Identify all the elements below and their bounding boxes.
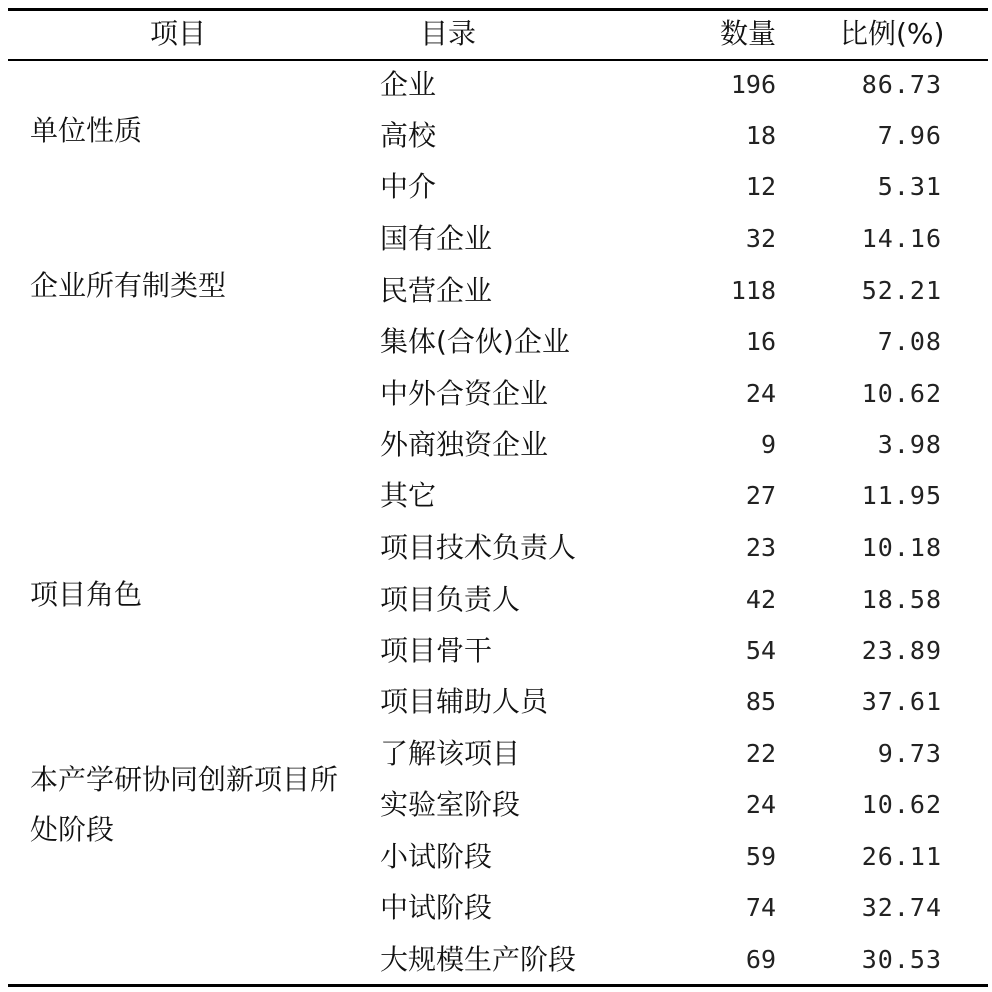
cell-percent: 14.16 bbox=[861, 224, 942, 253]
group-label-project-stage: 本产学研协同创新项目所处阶段 bbox=[30, 763, 339, 846]
cell-count: 23 bbox=[745, 533, 776, 562]
cell-directory: 项目骨干 bbox=[380, 634, 493, 667]
cell-count: 27 bbox=[745, 481, 776, 510]
cell-percent: 86.73 bbox=[861, 70, 942, 99]
cell-percent: 26.11 bbox=[861, 842, 942, 871]
cell-percent: 9.73 bbox=[877, 739, 942, 768]
header-item: 项目 bbox=[150, 17, 207, 50]
cell-directory: 实验室阶段 bbox=[380, 788, 521, 821]
cell-count: 12 bbox=[745, 172, 776, 201]
cell-directory: 民营企业 bbox=[380, 274, 493, 307]
cell-directory: 大规模生产阶段 bbox=[380, 943, 577, 976]
cell-percent: 7.08 bbox=[877, 327, 942, 356]
cell-percent: 7.96 bbox=[877, 121, 942, 150]
cell-percent: 37.61 bbox=[861, 687, 942, 716]
cell-directory: 企业 bbox=[380, 68, 437, 101]
table-header-rule bbox=[8, 59, 988, 61]
cell-count: 32 bbox=[745, 224, 776, 253]
cell-directory: 国有企业 bbox=[380, 222, 493, 255]
cell-count: 18 bbox=[745, 121, 776, 150]
group-label-unit-nature: 单位性质 bbox=[30, 114, 143, 147]
cell-count: 59 bbox=[745, 842, 776, 871]
cell-directory: 中外合资企业 bbox=[380, 377, 549, 410]
cell-count: 16 bbox=[745, 327, 776, 356]
table-bottom-rule bbox=[8, 984, 988, 987]
cell-directory: 集体(合伙)企业 bbox=[380, 325, 570, 358]
cell-count: 74 bbox=[745, 893, 776, 922]
cell-directory: 外商独资企业 bbox=[380, 428, 549, 461]
cell-count: 118 bbox=[730, 276, 776, 305]
cell-percent: 52.21 bbox=[861, 276, 942, 305]
cell-count: 42 bbox=[745, 585, 776, 614]
cell-count: 54 bbox=[745, 636, 776, 665]
cell-directory: 项目负责人 bbox=[380, 583, 521, 616]
cell-directory: 高校 bbox=[380, 119, 437, 152]
cell-count: 85 bbox=[745, 687, 776, 716]
cell-count: 24 bbox=[745, 379, 776, 408]
cell-percent: 5.31 bbox=[877, 172, 942, 201]
cell-percent: 10.62 bbox=[861, 379, 942, 408]
group-label-ownership-type: 企业所有制类型 bbox=[30, 269, 227, 302]
group-label-project-role: 项目角色 bbox=[30, 578, 143, 611]
cell-percent: 3.98 bbox=[877, 430, 942, 459]
cell-count: 24 bbox=[745, 790, 776, 819]
cell-directory: 项目辅助人员 bbox=[380, 685, 549, 718]
cell-directory: 小试阶段 bbox=[380, 840, 493, 873]
cell-percent: 10.18 bbox=[861, 533, 942, 562]
cell-percent: 18.58 bbox=[861, 585, 942, 614]
cell-directory: 项目技术负责人 bbox=[380, 531, 577, 564]
cell-directory: 中试阶段 bbox=[380, 891, 493, 924]
cell-count: 69 bbox=[745, 945, 776, 974]
cell-directory: 了解该项目 bbox=[380, 737, 521, 770]
header-count: 数量 bbox=[720, 17, 777, 50]
cell-percent: 30.53 bbox=[861, 945, 942, 974]
cell-directory: 其它 bbox=[380, 479, 437, 512]
cell-count: 196 bbox=[730, 70, 776, 99]
header-directory: 目录 bbox=[420, 17, 477, 50]
cell-directory: 中介 bbox=[380, 170, 437, 203]
cell-percent: 23.89 bbox=[861, 636, 942, 665]
header-percent: 比例(%) bbox=[840, 17, 945, 50]
cell-percent: 11.95 bbox=[861, 481, 942, 510]
cell-count: 22 bbox=[745, 739, 776, 768]
cell-percent: 32.74 bbox=[861, 893, 942, 922]
cell-percent: 10.62 bbox=[861, 790, 942, 819]
cell-count: 9 bbox=[760, 430, 776, 459]
